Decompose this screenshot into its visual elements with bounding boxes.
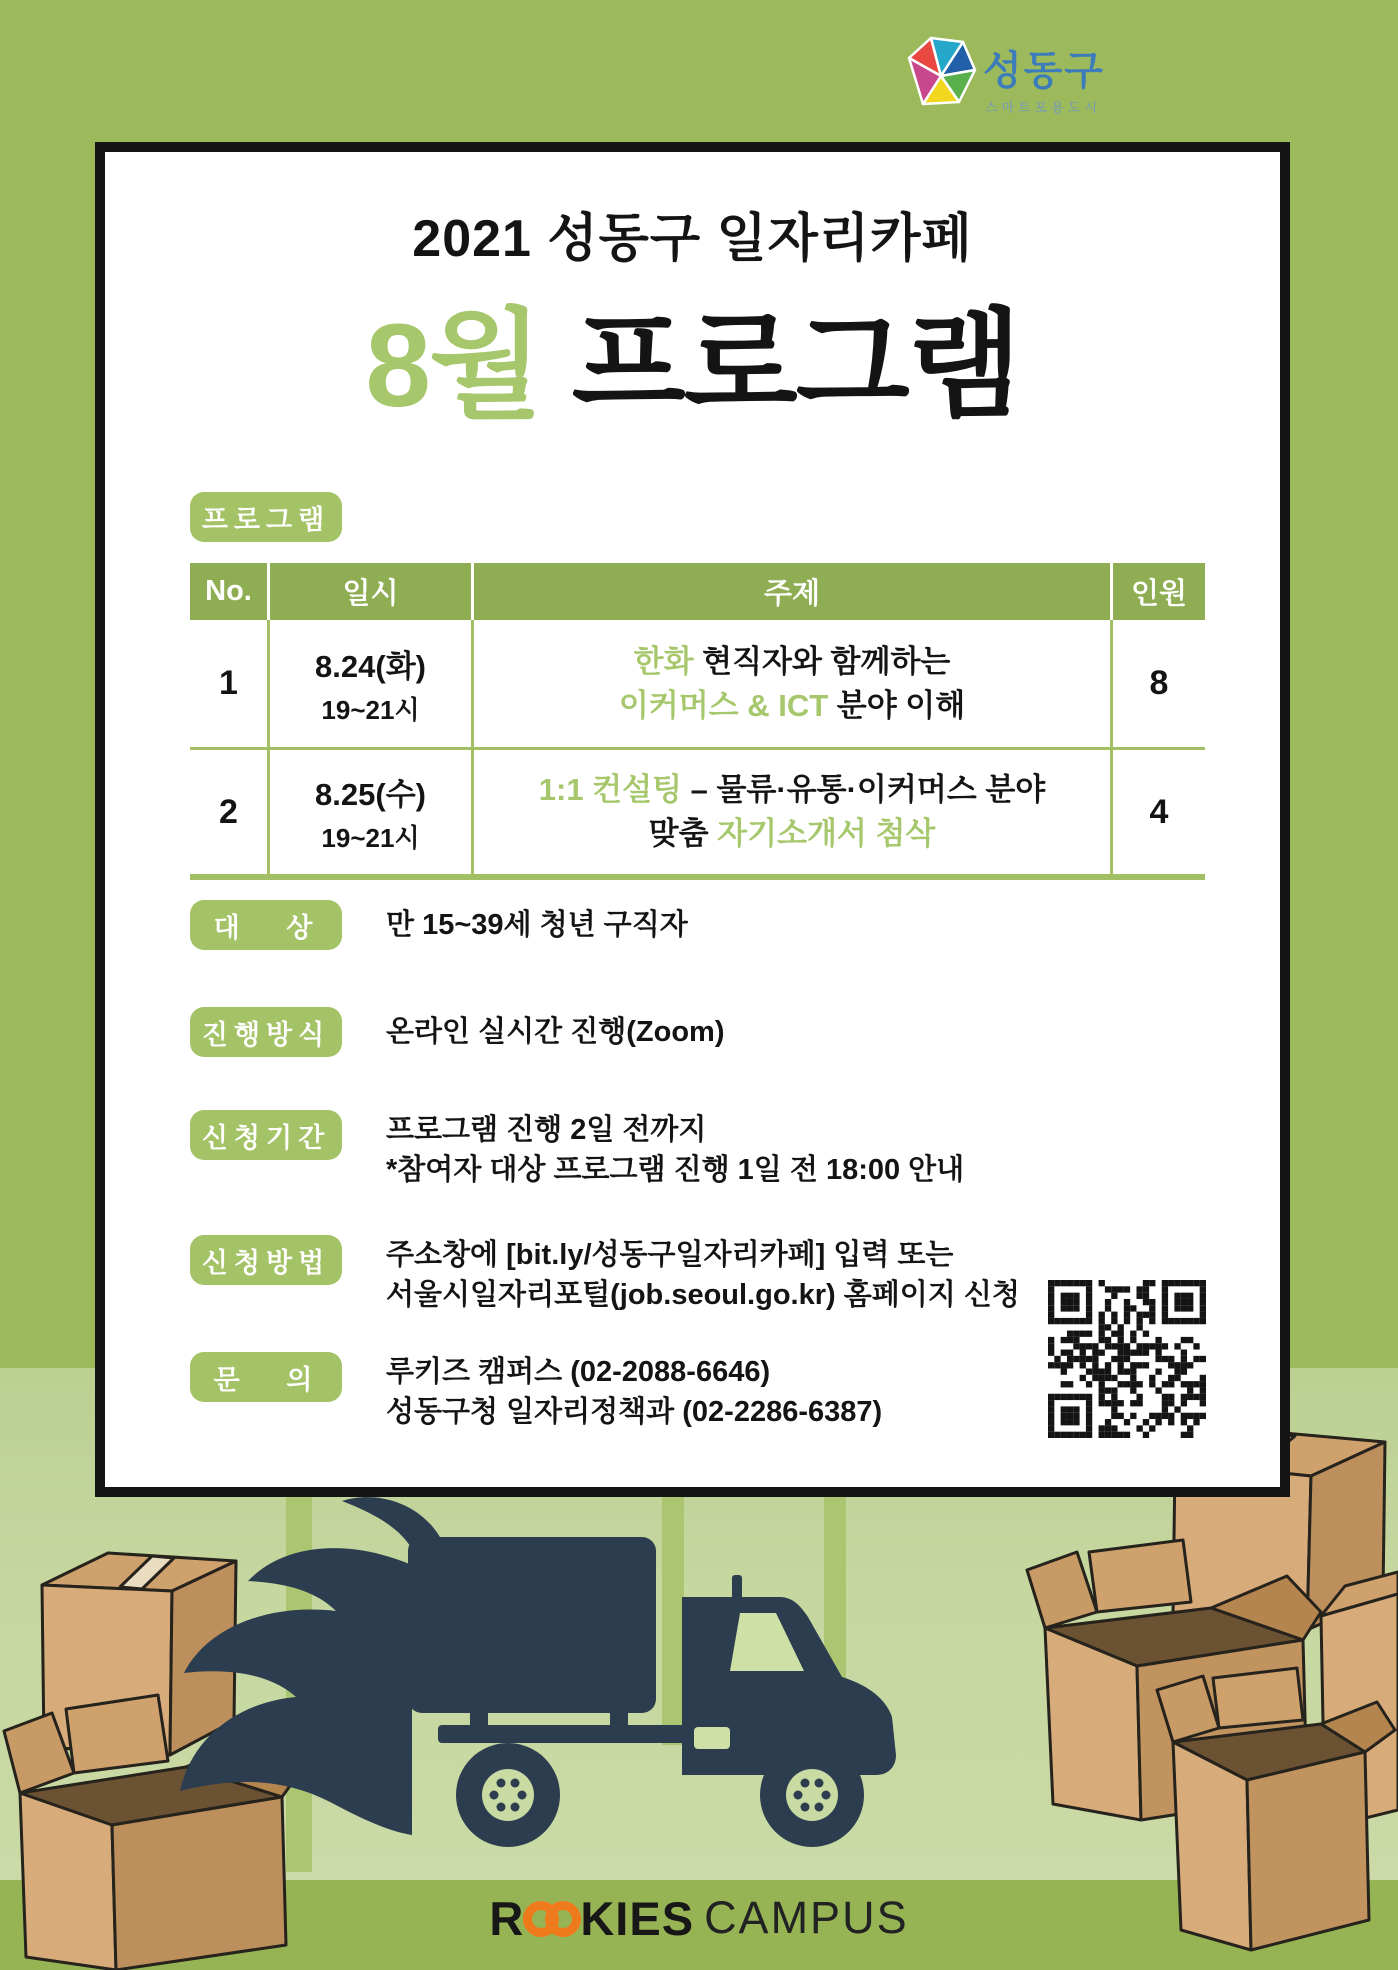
truck-door-decal (694, 1727, 730, 1749)
section-apply (190, 1235, 1020, 1315)
row-time: 19~21시 (321, 823, 420, 853)
truck-mirror (732, 1575, 742, 1601)
row-capacity: 8 (1149, 664, 1169, 702)
table-row (190, 747, 1205, 874)
section-text: 서울시일자리포털(job.seoul.go.kr) 홈페이지 신청 (386, 1279, 1020, 1311)
seongdonggu-logo (905, 26, 1105, 122)
section-badge: 신청방법 (190, 1235, 342, 1285)
row-time: 19~21시 (321, 694, 420, 725)
table-header-no: No. (190, 563, 270, 620)
section-contact (190, 1352, 882, 1432)
topic-accent: 한화 (633, 643, 694, 679)
section-text: 프로그램 진행 2일 전까지 (386, 1114, 707, 1146)
topic-text: 맞춤 (648, 816, 718, 851)
table-header-capacity: 인원 (1113, 563, 1205, 620)
rookies-campus: CAMPUS (704, 1892, 909, 1943)
poster-title-rest: 프로그램 (540, 300, 1020, 432)
row-capacity: 4 (1149, 792, 1169, 831)
section-badge: 신청기간 (190, 1110, 342, 1160)
topic-text: – 물류·유통·이커머스 분야 (682, 772, 1046, 807)
table-body (190, 620, 1205, 880)
topic-accent: 1:1 컨설팅 (538, 772, 683, 807)
org-name: 성동구 (983, 49, 1105, 93)
section-text: 온라인 실시간 진행(Zoom) (386, 1016, 725, 1048)
pinwheel-icon (909, 38, 975, 104)
rookies-oo-icon (545, 1901, 581, 1937)
table-header-row (190, 563, 1205, 620)
row-topic (474, 620, 1113, 747)
section-badge: 대 상 (190, 900, 342, 950)
table-row (190, 620, 1205, 747)
table-header-topic: 주제 (474, 563, 1113, 620)
delivery-truck-illustration (140, 1465, 1070, 1895)
row-date: 8.24(화) (315, 648, 426, 684)
section-text: *참여자 대상 프로그램 진행 1일 전 18:00 안내 (386, 1154, 965, 1186)
poster-card (95, 142, 1290, 1497)
program-table (190, 563, 1205, 880)
section-badge: 문 의 (190, 1352, 342, 1402)
topic-accent: 이커머스 & ICT (618, 687, 829, 723)
truck-cargo-box (408, 1537, 656, 1713)
topic-accent: 자기소개서 첨삭 (717, 816, 936, 851)
truck-wing-icon (180, 1548, 412, 1835)
poster-title (105, 270, 1280, 440)
section-period (190, 1110, 964, 1190)
org-tagline: 스마트포용도시 (985, 100, 1101, 115)
row-topic (474, 750, 1113, 874)
section-badge: 진행방식 (190, 1007, 342, 1057)
section-target (190, 900, 688, 950)
rookies-r: R (489, 1891, 525, 1945)
truck-wheel (760, 1743, 864, 1847)
section-text: 성동구청 일자리정책과 (02-2286-6387) (386, 1396, 883, 1428)
rookies-campus-logo (0, 1886, 1398, 1950)
truck-wheel (456, 1743, 560, 1847)
poster-subtitle: 2021 성동구 일자리카페 (412, 210, 973, 268)
rookies-kies: KIES (580, 1891, 695, 1945)
section-method (190, 1007, 724, 1057)
row-no: 2 (219, 792, 238, 831)
section-text: 루키즈 캠퍼스 (02-2088-6646) (386, 1356, 771, 1388)
table-header-date: 일시 (270, 563, 474, 620)
topic-text: 분야 이해 (828, 687, 966, 723)
qr-code (1048, 1280, 1206, 1438)
row-date: 8.25(수) (315, 777, 426, 812)
row-no: 1 (219, 664, 238, 702)
program-badge: 프로그램 (190, 492, 342, 542)
section-text: 주소창에 [bit.ly/성동구일자리카페] 입력 또는 (386, 1239, 954, 1271)
poster-title-month: 8월 (365, 300, 541, 432)
section-text: 만 15~39세 청년 구직자 (386, 909, 688, 941)
topic-text: 현직자와 함께하는 (693, 643, 951, 679)
